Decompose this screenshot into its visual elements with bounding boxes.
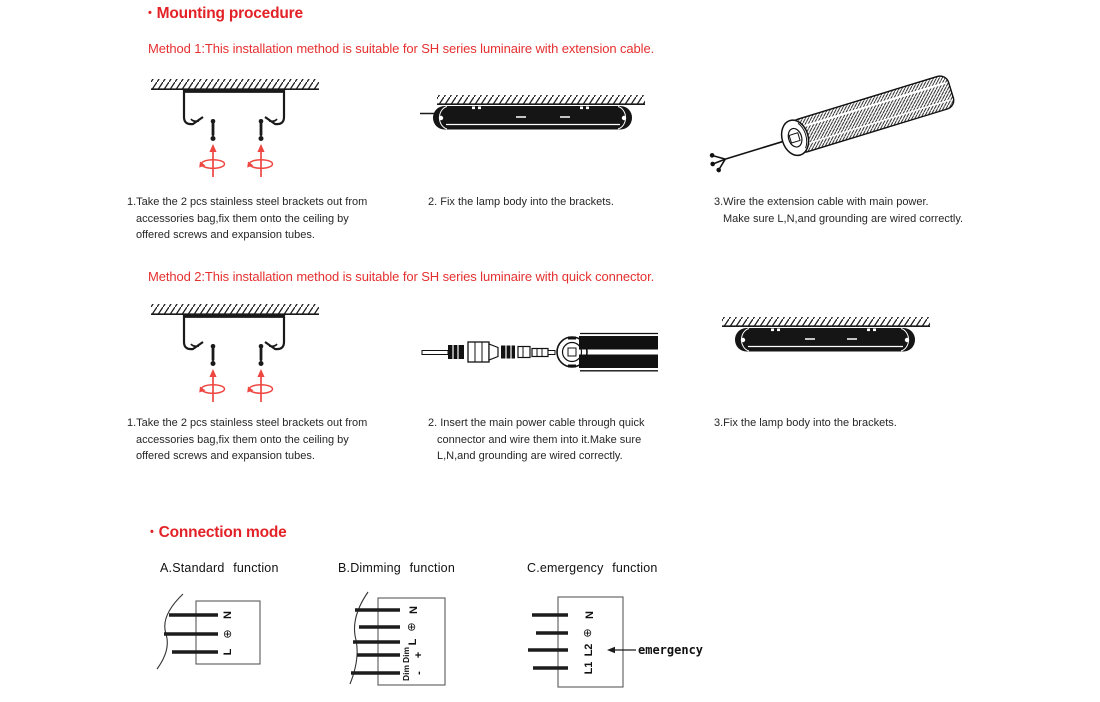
screw-icon [259, 119, 264, 141]
ground-symbol: ⊕ [222, 629, 234, 639]
tube-with-cable-diagram [703, 62, 961, 176]
caption-line: 3.Fix the lamp body into the brackets. [714, 417, 897, 429]
terminal-label-l: L [407, 638, 419, 646]
mounting-procedure-title-text: Mounting procedure [156, 5, 303, 22]
screw-icon [211, 344, 216, 366]
method1-heading: Method 1:This installation method is suitable for SH series luminaire with extension cable. [148, 41, 655, 56]
method2-heading: Method 2:This installation method is suitable for SH series luminaire with quick connector. [148, 269, 655, 284]
bullet-icon: • [150, 526, 154, 538]
terminal-label-plus: + [413, 651, 425, 659]
connection-mode-title [150, 524, 287, 542]
lamp-in-brackets-diagram-2 [705, 310, 940, 365]
ground-symbol: ⊕ [582, 628, 594, 638]
terminal-label-n: N [222, 611, 234, 619]
lamp-body [433, 106, 632, 130]
caption-line: accessories bag,fix them onto the ceiling by [136, 433, 349, 446]
method2-step3-caption [714, 415, 999, 432]
caption-line: L,N,and grounding are wired correctly. [437, 450, 623, 462]
rotation-arrow-icon [247, 369, 272, 402]
caption-line: Make sure L,N,and grounding are wired correctly. [723, 212, 964, 225]
caption-line: 3.Wire the extension cable with main power. [714, 196, 929, 208]
ceiling-hatch [151, 304, 319, 314]
emergency-annotation-text: emergency [638, 643, 704, 657]
bullet-icon: • [148, 7, 152, 19]
caption-line: offered screws and expansion tubes. [136, 229, 315, 241]
terminal-label-l2: L2 [583, 643, 595, 657]
caption-line: connector and wire them into it.Make sure [437, 433, 642, 446]
bracket-left [184, 315, 203, 349]
lamp-in-brackets-diagram-1 [420, 88, 655, 143]
emergency-function-label: C.emergency function [527, 561, 658, 575]
terminal-label-dim: Dim [401, 646, 411, 664]
dimming-function-label: B.Dimming function [338, 561, 455, 575]
method1-step3-caption [714, 194, 999, 227]
method2-step2-caption [428, 415, 673, 465]
ceiling-hatch [437, 95, 645, 104]
dimming-wiring-diagram [348, 586, 463, 692]
emergency-wiring-diagram [520, 586, 710, 692]
cable-curve [157, 594, 183, 669]
method1-step2-caption [428, 194, 658, 211]
method2-step1-caption [127, 415, 392, 465]
ceiling-bracket-diagram-2 [133, 298, 323, 410]
ceiling-bracket-diagram-1 [133, 73, 323, 185]
ceiling-hatch [722, 317, 930, 326]
caption-line: 2. Insert the main power cable through quick [428, 417, 645, 429]
extension-cable [708, 133, 785, 173]
caption-line: 1.Take the 2 pcs stainless steel brackets out from [127, 417, 368, 429]
terminal-label-l: L [222, 648, 234, 656]
screw-icon [211, 119, 216, 141]
method1-step1-caption [127, 194, 392, 244]
caption-line: 2. Fix the lamp body into the brackets. [428, 196, 614, 208]
quick-connector-assembly [422, 342, 555, 362]
connection-mode-title-text: Connection mode [158, 524, 287, 541]
rotation-arrow-icon [247, 144, 272, 177]
caption-line: offered screws and expansion tubes. [136, 450, 315, 462]
terminal-label-n: N [408, 606, 420, 614]
terminal-label-dim: Dim [401, 664, 411, 682]
bracket-left [184, 90, 203, 124]
bracket-right [265, 90, 284, 124]
bracket-right [265, 315, 284, 349]
standard-wiring-diagram [150, 590, 270, 672]
terminal-label-minus: - [413, 671, 425, 675]
quick-connector-diagram [420, 325, 660, 403]
ceiling-hatch [151, 79, 319, 89]
caption-line: 1.Take the 2 pcs stainless steel brackets out from [127, 196, 368, 208]
rotation-arrow-icon [199, 144, 224, 177]
terminal-label-l1: L1 [583, 661, 595, 675]
standard-function-label: A.Standard function [160, 561, 279, 575]
cable-curve [350, 592, 368, 684]
mounting-procedure-title [148, 5, 303, 23]
lamp-body [735, 328, 915, 352]
terminal-label-n: N [584, 611, 596, 619]
rotation-arrow-icon [199, 369, 224, 402]
lamp-end-view [557, 334, 658, 371]
caption-line: accessories bag,fix them onto the ceiling by [136, 212, 349, 225]
tube-body [789, 74, 956, 154]
ground-symbol: ⊕ [406, 622, 418, 632]
screw-icon [259, 344, 264, 366]
